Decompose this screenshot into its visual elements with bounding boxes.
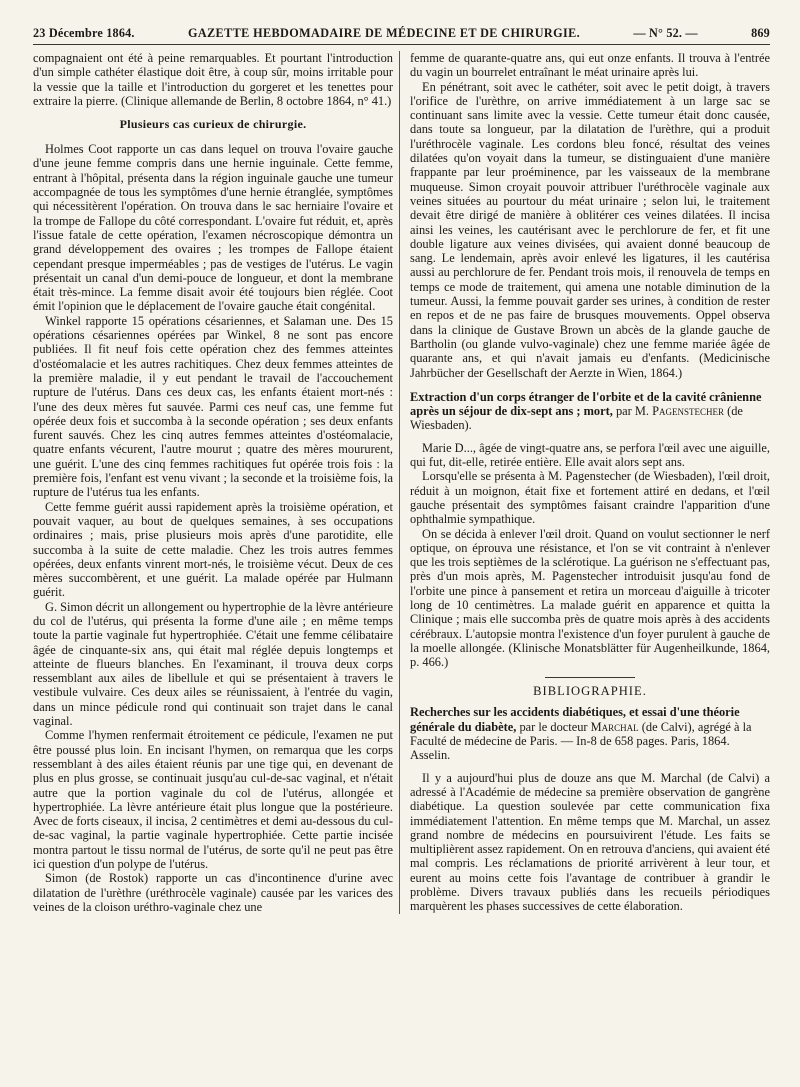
paragraph: Holmes Coot rapporte un cas dans lequel on trouva l'ovaire gauche d'une jeune femme compris dans une hernie inguinale. Cette femme, entrant à l'hôpital, présenta dans la région inguinale gauche une tumeur accompagnée de tous les symptômes d'une hernie étranglée, symptômes qui nécessitèrent l'opération. On trouva dans le sac herniaire l'ovaire et la trompe de Fallope du côté correspondant. L'ovaire fut réduit, et, après l'issue fatale de cette opération, l'examen nécroscopique démontra un grand développement des ovaires ; les trompes de Fallope étaient cependant presque imperméables ; pas de vestiges de l'utérus. Le vagin présentait un canal d'un demi-pouce de longueur, et dont la membrane était très-mince. La femme disait avoir été toujours bien réglée. Coot émit l'opinion que le déplacement de l'ovaire gauche était congénital. [33,142,393,314]
text-columns [33,51,770,914]
bibliography-heading: BIBLIOGRAPHIE. [533,684,647,699]
article-title-bold: Extraction d'un corps étranger de l'orbite et de la cavité crânienne après un séjour de dix-sept ans ; mort, [410,389,762,419]
header-page-number: 869 [751,26,770,40]
article-author: Pagenstecher [652,404,724,419]
paragraph: femme de quarante-quatre ans, qui eut onze enfants. Il trouva à l'entrée du vagin un bourrelet entraînant le méat urinaire après lui. [410,51,770,80]
paragraph: En pénétrant, soit avec le cathéter, soit avec le petit doigt, à travers l'orifice de l'urèthre, on arrive immédiatement à un large sac se continuant sans limite avec la vessie. Cette tumeur était donc causée, dans toute sa longueur, par la dilatation de l'urèthre, qui a produit l'uréthrocèle vaginale. Les cordons bleu foncé, résultat des veines dilatées qu'on voyait dans la tumeur, se distinguaient d'une manière frappante par leur proéminence, par les vaisseaux de la membrane muqueuse. Simon croyait pouvoir attribuer l'uréthrocèle vaginale aux veines situées au pourtour du méat urinaire ; selon lui, le traitement devait être dirigé de manière à oblitérer ces veines dilatées. Il incisa ainsi les veines, les cautérisant avec le perchlorure de fer, et fit une double ligature aux veines divisées, qui avaient donné beaucoup de sang. Le lendemain, après avoir enlevé les ligatures, il les cautérisa aussi au perchlorure de fer. Pendant trois mois, il renouvela de temps en temps ce mode de traitement, qui amena une notable diminution de la tumeur. Aussi, la femme pouvait garder ses urines, à condition de rester en repos et de ne pas faire de brusques mouvements. Oppel observa dans la clinique de Gustave Brown un abcès de la glande gauche de Bartholin (ou glande vulvo-vaginale) chez une femme mariée âgée de quarante ans, et qui n'avait jamais eu d'enfants. (Medicinische Jahrbücher der Gesellschaft der Aerzte in Wien, 1864.) [410,79,770,380]
separator-rule [545,677,635,678]
paragraph: Marie D..., âgée de vingt-quatre ans, se perfora l'œil avec une aiguille, qui fut, dit-elle, retirée entière. Elle avait alors sept ans. [410,440,770,470]
bibliography-title [410,705,770,762]
paragraph: Simon (de Rostok) rapporte un cas d'incontinence d'urine avec dilatation de l'urèthre (uréthrocèle vaginale) causée par les varices des veines de la cloison uréthro-vaginale chez une [33,871,393,914]
paragraph: G. Simon décrit un allongement ou hypertrophie de la lèvre antérieure du col de l'utérus, qui présenta la forme d'une aile ; en même temps toute la partie vaginale fut hypertrophiée. C'était une femme célibataire âgée de cinquante-six ans, qui était mal réglée depuis longtemps et atteinte de flueurs blanches. En l'examinant, il trouva deux corps ressemblant aux ailes de libellule et qui se présentaient à travers le vestibule vulvaire. Ces deux ailes se réunissaient, à l'entrée du vagin, dans un mince pédicule rond qui continuait son trajet dans le canal vaginal. [33,599,393,729]
paragraph: Lorsqu'elle se présenta à M. Pagenstecher (de Wiesbaden), l'œil droit, réduit à un moignon, était fixe et fortement attiré en dedans, et l'œil gauche présentait des symptômes faisant craindre l'apparition d'une ophthalmie sympathique. [410,469,770,527]
paragraph: compagnaient ont été à peine remarquables. Et pourtant l'introduction d'un simple cathéter élastique doit être, à coup sûr, moins irritable pour la vessie que la taille et l'introduction du gorgeret et les tenettes pour extraire la pierre. (Clinique allemande de Berlin, 8 octobre 1864, n° 41.) [33,51,393,108]
header-title: GAZETTE HEBDOMADAIRE DE MÉDECINE ET DE CHIRURGIE. [187,26,581,40]
section-title: Plusieurs cas curieux de chirurgie. [119,117,307,132]
paragraph: Comme l'hymen renfermait étroitement ce pédicule, l'examen ne put être poussé plus loin. En incisant l'hymen, on remarqua que les corps ressemblant à des ailes étaient réunis par une tige qui, en devenant de plus en plus grosse, se continuait jusqu'au cul-de-sac vaginal, et n'était autre que la portion vaginale du col de l'utérus, allongée et hypertrophiée. La lèvre antérieure était plus longue que la postérieure. Avec de forts ciseaux, il incisa, 2 centimètres et demi au-dessous du cul-de-sac vaginal, la partie vaginale hypertrophiée. Cette partie incisée montra partout le tissu normal de l'utérus, de sorte qu'il ne peut pas être ici question d'un polype de l'utérus. [33,728,393,872]
paragraph: Il y a aujourd'hui plus de douze ans que M. Marchal (de Calvi) a adressé à l'Académie de médecine sa première observation de gangrène diabétique. La question soulevée par cette communication fixa immédiatement l'attention. En même temps que M. Marchal, un assez grand nombre de médecins en poursuivirent l'étude. Les faits se multiplièrent assez rapidement. On en retrouva d'anciens, qui avaient été mal compris. Les réclamations de priorité arrivèrent à leur tour, et eurent au moins cette fois l'avantage de contribuer à grandir le problème. Divers travaux publiés dans les recueils périodiques marquèrent les phases successives de cette élaboration. [410,770,770,914]
article-title-by: par M. [612,404,653,419]
paragraph: Winkel rapporte 15 opérations césariennes, et Salaman une. Des 15 opérations césariennes opérées par Winkel, 8 ne sont pas encore publiées. Il fit neuf fois cette opération chez des femmes atteintes d'ostéomalacie et les autres rachitiques. Chez deux femmes atteintes de la première maladie, il y eut pendant le travail de l'accouchement rupture de l'utérus. Dans ces deux cas, les enfants étaient mort-nés : l'une des deux mères fut sauvée. Parmi ces neuf cas, une femme fut opérée deux fois et succomba à la seconde opération ; ses deux enfants furent sauvés. Chez les cinq autres femmes atteintes d'ostéomalacie, quatre enfants vécurent, l'autre mourut ; quatre des mères moururent, une guérit. L'une des cinq femmes rachitiques fut opérée trois fois : la première fois, l'enfant est venu vivant ; la seconde et la troisième fois, la rupture de l'utérus tua les enfants. [33,313,393,500]
paragraph: On se décida à enlever l'œil droit. Quand on voulut sectionner le nerf optique, on éprouva une résistance, et l'on se vit contraint à n'enlever que les trois septièmes de la sclérotique. La guérison ne s'effectuant pas, près d'un mois après, M. Pagenstecher introduisit jusqu'au fond de l'orbite une pince à pansement et retira un morceau d'aiguille à tricoter long de 10 centimètres. La malade guérit en apparence et quitta la Clinique ; mais elle succomba près de quatre mois après à des accidents cérébraux. L'autopsie montra l'existence d'un foyer purulent à gauche de la moelle allongée. (Klinische Monatsblätter für Augenheilkunde, 1864, p. 466.) [410,526,770,670]
left-column [33,51,400,914]
article-title-end: (de Wiesbaden). [410,404,743,433]
bibliography-title-by: par le docteur [516,719,591,734]
bibliography-author: Marchal [590,719,639,734]
paragraph: Cette femme guérit aussi rapidement après la troisième opération, et pouvait vaquer, au bout de quelques semaines, à ses occupations ordinaires ; mais, prise plusieurs mois après d'une parotidite, elle succomba à la suite de cette maladie. Chez les trois autres femmes opérées, deux enfants vinrent mort-nés, le troisième vécut. Deux de ces mères succombèrent, et une guérit. La malade opérée par Hulmann guérit. [33,499,393,600]
page-header [33,26,770,45]
bibliography-title-bold: Recherches sur les accidents diabétiques, et essai d'une théorie générale du diabète, [410,705,740,734]
header-date: 23 Décembre 1864. [33,26,135,40]
bibliography-title-end: (de Calvi), agrégé à la Faculté de médecine de Paris. — In-8 de 658 pages. Paris, 1864. Asselin. [410,719,752,763]
article-title [410,390,770,433]
header-issue: — N° 52. — [633,26,698,40]
right-column [407,51,770,914]
